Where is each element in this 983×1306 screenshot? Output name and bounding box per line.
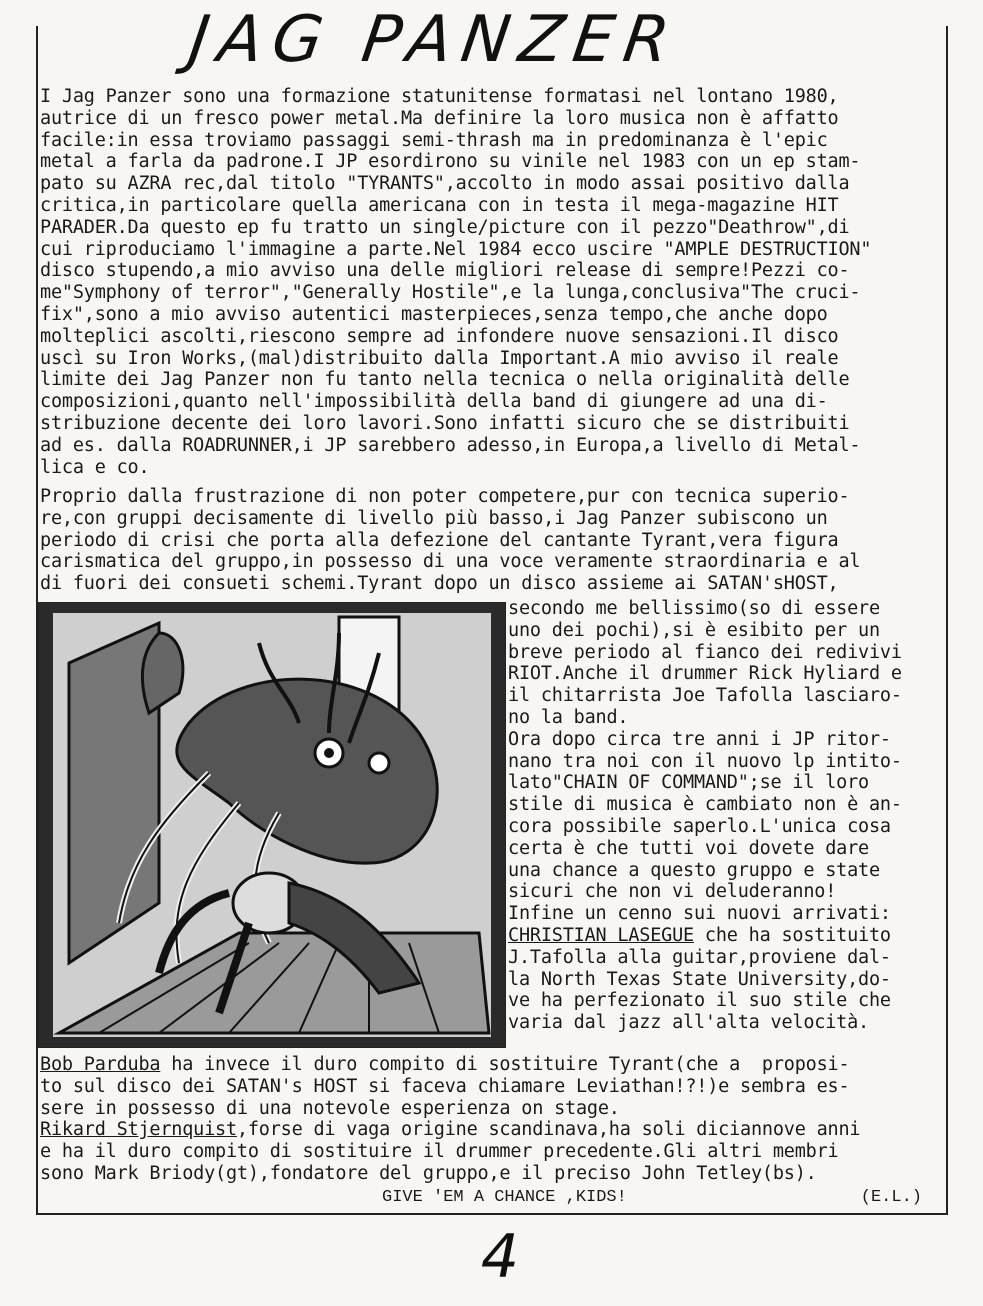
- side-paragraph: secondo me bellissimo(so di essere uno dei pochi),si è esibito per un breve periodo al fianco dei redivivi RIOT.Anche il drummer Rick Hyliard e il chitarrista Joe Tafolla lasciaro- no la band. Ora dopo circa tre anni i JP ritor- nano tra noi con il nuovo lp intito- lato"CHAIN OF COMMAND";se il loro stile di musica è cambiato non è an- cora possibile saperlo.L'unica cosa certa è che tutti voi dovete dare una chance a questo gruppo e state sicuri che non vi deluderanno! Infine un cenno sui nuovi arrivati: CHRISTIAN LASEGUE che ha sostituito J.Tafolla alla guitar,proviene dal- la North Texas State University,do- ve ha perfezionato il suo stile che varia dal jazz all'alta velocità.: [508, 598, 902, 1034]
- illustration-artwork: [39, 603, 505, 1047]
- lineup-paragraph: Bob Parduba ha invece il duro compito di sostituire Tyrant(che a proposi- to sul disco dei SATAN's HOST si faceva chiamare Leviathan!?!)e sembra es- sere in possesso di una notevole esperienza on stage. Rikard Stjernquist,forse di vaga origine scandinava,ha soli diciannove anni e ha il duro compito di sostituire il drummer precedente.Gli altri membri sono Mark Briody(gt),fondatore del gruppo,e il preciso John Tetley(bs).: [40, 1054, 861, 1184]
- page-number: 4: [480, 1222, 520, 1292]
- intro-paragraph: I Jag Panzer sono una formazione statunitense formatasi nel lontano 1980, autrice di un fresco power metal.Ma definire la loro musica non è affatto facile:in essa troviamo passaggi semi-thrash ma in predominanza è l'epic metal a farla da padrone.I JP esordirono su vinile nel 1983 con un ep stam- pato su AZRA rec,dal titolo "TYRANTS",accolto in modo assai positivo dalla critica,in particolare quella americana con in testa il mega-magazine HIT PARADER.Da questo ep fu tratto un single/picture con il pezzo"Deathrow",di cui riproduciamo l'immagine a parte.Nel 1984 ecco uscire "AMPLE DESTRUCTION" disco stupendo,a mio avviso una delle migliori release di sempre!Pezzi co- me"Symphony of terror","Generally Hostile",e la lunga,conclusiva"The cruci- fix",sono a mio avviso autentici masterpieces,senza tempo,che anche dopo molteplici ascolti,riescono sempre ad infondere nuove sensazioni.Il disco uscì su Iron Works,(mal)distribuito dalla Important.A mio avviso il reale limite dei Jag Panzer non fu tanto nella tecnica o nella originalità delle composizioni,quanto nell'impossibilità della band di giungere ad una di- stribuzione decente dei loro lavori.Sono infatti sicuro che se distribuiti ad es. dalla ROADRUNNER,i JP sarebbero adesso,in Europa,a livello di Metal- lica e co.: [40, 86, 872, 478]
- author-initials: (E.L.): [860, 1188, 922, 1207]
- signoff-text: GIVE 'EM A CHANCE ,KIDS!: [382, 1188, 627, 1207]
- signoff-row: [40, 1188, 930, 1212]
- band-illustration: [38, 602, 506, 1048]
- christian-name: CHRISTIAN LASEGUE: [508, 924, 694, 946]
- article-title: JAG PANZER: [184, 3, 684, 77]
- rikard-name: Rikard Stjernquist: [40, 1119, 237, 1141]
- bob-name: Bob Parduba: [40, 1054, 161, 1075]
- crisis-paragraph: Proprio dalla frustrazione di non poter competere,pur con tecnica superio- re,con gruppi decisamente di livello più basso,i Jag Panzer subiscono un periodo di crisi che porta alla defezione del cantante Tyrant,vera figura carismatica del gruppo,in possesso di una voce veramente straordinaria e al di fuori dei consueti schemi.Tyrant dopo un disco assieme ai SATAN'sHOST,: [40, 486, 861, 595]
